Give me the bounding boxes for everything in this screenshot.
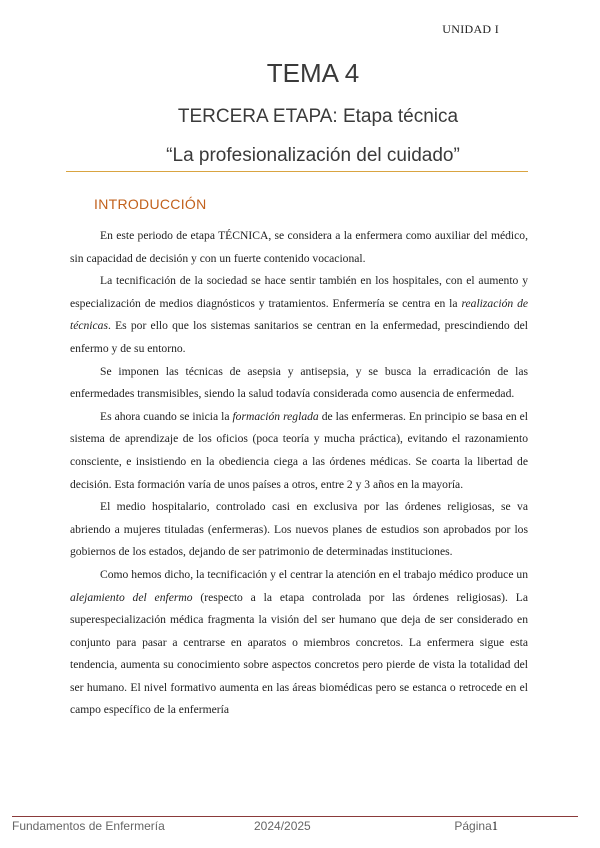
paragraph-6 <box>70 564 528 722</box>
paragraph-text: de las enfermeras. En principio se basa en el sistema de aprendizaje de los oficios (poca teoría y mucha práctica), evitando el razonamiento consciente, e insistiendo en la obediencia ciega a las órdenes médicas. Se coarta la libertad de decisión. Esta formación varía de unos países a otros, entre 2 y 3 años en la mayoría. <box>70 409 528 491</box>
emphasis-text: formación reglada <box>232 409 319 423</box>
paragraph-text: El medio hospitalario, controlado casi en exclusiva por las órdenes religiosas, se va abriendo a mujeres tituladas (enfermeras). Los nuevos planes de estudios son aprobados por los gobiernos de los estados, dejando de ser patrimonio de determinadas instituciones. <box>70 500 528 559</box>
paragraph-4 <box>70 406 528 496</box>
page-title: TEMA 4 <box>266 58 360 88</box>
footer-page-number <box>454 819 498 834</box>
paragraph-5 <box>70 496 528 564</box>
body-text <box>70 225 528 722</box>
paragraph-1 <box>70 225 528 270</box>
title-divider <box>66 171 528 172</box>
paragraph-text: La tecnificación de la sociedad se hace sentir también en los hospitales, con el aumento y especialización de medios diagnósticos y tratamientos. Enfermería se centra en la <box>70 274 528 310</box>
paragraph-3 <box>70 361 528 406</box>
page-label: Página <box>454 819 492 833</box>
paragraph-text: . Es por ello que los sistemas sanitarios se centran en la enfermedad, prescindiendo del enfermo y de su entorno. <box>70 319 528 355</box>
footer-academic-year: 2024/2025 <box>254 819 311 833</box>
paragraph-text: En este periodo de etapa TÉCNICA, se considera a la enfermera como auxiliar del médico, sin capacidad de decisión y con un fuerte contenido vocacional. <box>70 229 528 265</box>
page-subtitle-quote: “La profesionalización del cuidado” <box>166 145 460 166</box>
footer-divider <box>12 816 578 817</box>
paragraph-text: (respecto a la etapa controlada por las órdenes religiosas). La superespecialización médica fragmenta la visión del ser humano que deja de ser considerado en conjunto para pasar a centrarse en aparatos o miembros concretos. La enfermera sigue esta tendencia, aumenta su conocimiento sobre aspectos concretos pero pierde de vista la totalidad del ser humano. El nivel formativo aumenta en las áreas biomédicas pero se estanca o retrocede en el campo específico de la enfermería <box>70 590 528 717</box>
paragraph-2 <box>70 270 528 360</box>
unit-header: UNIDAD I <box>442 22 499 36</box>
paragraph-text: Como hemos dicho, la tecnificación y el centrar la atención en el trabajo médico produce un <box>100 567 528 581</box>
emphasis-text: realización de técnicas <box>70 296 529 333</box>
footer-course-name: Fundamentos de Enfermería <box>12 819 165 833</box>
emphasis-text: alejamiento del enfermo <box>70 590 193 604</box>
paragraph-text: Es ahora cuando se inicia la <box>100 409 233 423</box>
page-number: 1 <box>491 819 498 833</box>
paragraph-text: Se imponen las técnicas de asepsia y antisepsia, y se busca la erradicación de las enfermedades transmisibles, siendo la salud todavía considerada como ausencia de enfermedad. <box>70 364 528 401</box>
section-heading: INTRODUCCIÓN <box>94 196 207 212</box>
page-subtitle: TERCERA ETAPA: Etapa técnica <box>177 106 459 127</box>
